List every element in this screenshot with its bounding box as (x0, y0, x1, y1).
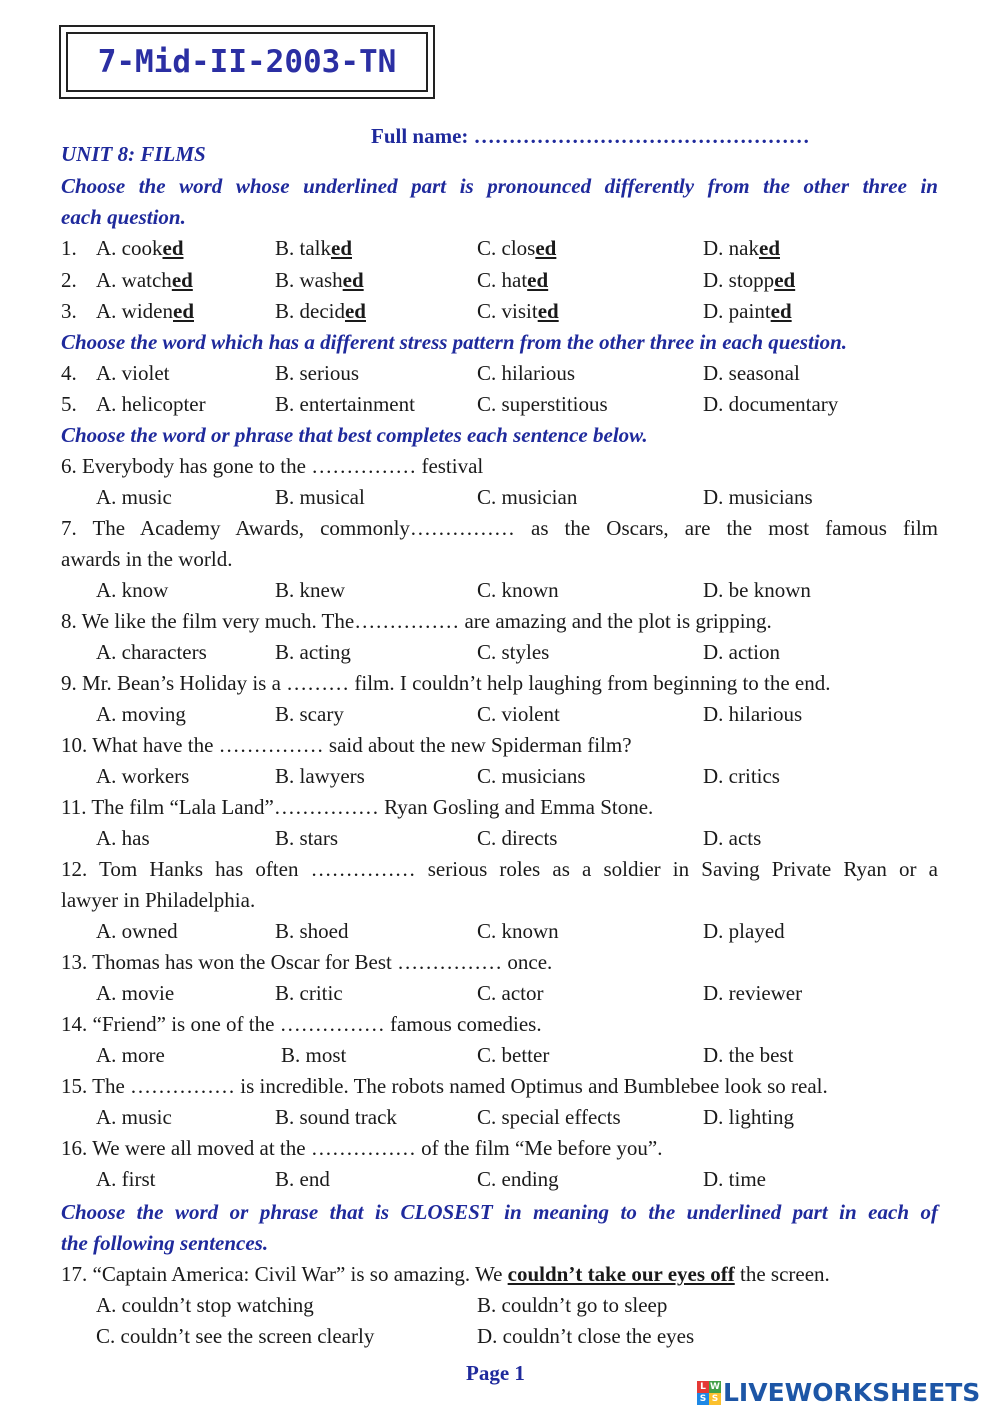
answer-option[interactable]: A. music (96, 485, 172, 509)
answer-option[interactable]: A. moving (96, 702, 186, 726)
question-text-part: the screen. (734, 1262, 830, 1286)
question-text: 14. “Friend” is one of the …………… famous comedies. (61, 1012, 542, 1036)
question-text: 10. What have the …………… said about the new Spiderman film? (61, 733, 632, 757)
underlined-ending: ed (162, 236, 184, 260)
underlined-ending: ed (774, 268, 796, 292)
question-text: 11. The film “Lala Land”…………… Ryan Gosling and Emma Stone. (61, 795, 654, 819)
answer-option[interactable]: D. reviewer (703, 981, 803, 1005)
option-stem: A. cook (96, 236, 163, 260)
instruction-complete: Choose the word or phrase that best completes each sentence below. (61, 423, 648, 447)
answer-option[interactable]: C. known (477, 578, 559, 602)
liveworksheets-logo (697, 1378, 980, 1407)
answer-option[interactable]: D. be known (703, 578, 811, 602)
question-number: 2. (61, 268, 77, 292)
underlined-ending: ed (342, 268, 364, 292)
question-text: 6. Everybody has gone to the …………… festival (61, 454, 484, 478)
question-text: awards in the world. (61, 547, 233, 571)
answer-option[interactable]: A. know (96, 578, 169, 602)
answer-option[interactable]: C. special effects (477, 1105, 621, 1129)
answer-option[interactable]: B. shoed (275, 919, 349, 943)
logo-tile: W (710, 1381, 720, 1392)
answer-option[interactable]: A. violet (96, 361, 170, 385)
answer-option[interactable]: C. superstitious (477, 392, 608, 416)
instruction-pronunciation: Choose the word whose underlined part is pronounced differently from the other three in (61, 174, 938, 198)
answer-option[interactable]: C. actor (477, 981, 544, 1005)
answer-option[interactable]: D. hilarious (703, 702, 803, 726)
answer-option[interactable]: C. directs (477, 826, 558, 850)
question-text: 13. Thomas has won the Oscar for Best …………… once. (61, 950, 553, 974)
option-stem: C. hat (477, 268, 528, 292)
answer-option[interactable] (477, 268, 548, 292)
instruction-stress: Choose the word which has a different stress pattern from the other three in each question. (61, 330, 848, 354)
answer-option[interactable]: B. knew (275, 578, 345, 602)
answer-option[interactable]: D. action (703, 640, 780, 664)
answer-option[interactable]: D. critics (703, 764, 780, 788)
instruction-pronunciation-cont: each question. (61, 205, 186, 229)
answer-option[interactable]: D. lighting (703, 1105, 795, 1129)
instruction-closest-cont: the following sentences. (61, 1231, 269, 1255)
answer-option[interactable]: A. helicopter (96, 392, 206, 416)
answer-option[interactable]: B. acting (275, 640, 351, 664)
question-number: 3. (61, 299, 77, 323)
answer-option[interactable]: A. characters (96, 640, 207, 664)
answer-option[interactable]: D. seasonal (703, 361, 800, 385)
option-stem: C. clos (477, 236, 536, 260)
option-stem: B. decid (275, 299, 345, 323)
answer-option[interactable]: A. has (96, 826, 150, 850)
answer-option[interactable]: A. movie (96, 981, 175, 1005)
answer-option[interactable]: B. sound track (275, 1105, 397, 1129)
question-number: 4. (61, 361, 77, 385)
answer-option[interactable]: C. couldn’t see the screen clearly (96, 1324, 375, 1348)
answer-option[interactable]: A. couldn’t stop watching (96, 1293, 314, 1317)
answer-option[interactable]: A. more (96, 1043, 165, 1067)
unit-heading: UNIT 8: FILMS (61, 142, 206, 166)
answer-option[interactable] (96, 268, 193, 292)
answer-option[interactable]: A. music (96, 1105, 172, 1129)
worksheet-title: 7-Mid-II-2003-TN (97, 44, 397, 80)
answer-option[interactable]: C. styles (477, 640, 550, 664)
answer-option[interactable]: D. time (703, 1167, 766, 1191)
option-stem: A. widen (96, 299, 173, 323)
answer-option[interactable]: C. hilarious (477, 361, 575, 385)
answer-option[interactable]: D. the best (703, 1043, 794, 1067)
underlined-ending: ed (344, 299, 366, 323)
answer-option[interactable]: A. workers (96, 764, 190, 788)
answer-option[interactable]: A. owned (96, 919, 178, 943)
title-inner-border (66, 32, 428, 92)
option-stem: D. nak (703, 236, 759, 260)
question-text-part: 17. “Captain America: Civil War” is so amazing. We (61, 1262, 508, 1286)
answer-option[interactable]: B. end (275, 1167, 330, 1191)
question-text: 12. Tom Hanks has often …………… serious roles as a soldier in Saving Private Ryan or a (61, 857, 938, 881)
full-name-field[interactable]: Full name: ………………………………………… (371, 124, 810, 148)
answer-option[interactable]: B. entertainment (275, 392, 415, 416)
option-stem: B. talk (275, 236, 331, 260)
answer-option[interactable] (703, 268, 795, 292)
logo-tile: L (697, 1381, 709, 1393)
answer-option[interactable]: D. acts (703, 826, 762, 850)
option-stem: B. wash (275, 268, 343, 292)
underlined-ending: ed (171, 268, 193, 292)
answer-option[interactable]: B. stars (275, 826, 338, 850)
question-number: 5. (61, 392, 77, 416)
answer-option[interactable]: D. couldn’t close the eyes (477, 1324, 695, 1348)
answer-option[interactable]: C. known (477, 919, 559, 943)
underlined-ending: ed (527, 268, 549, 292)
option-stem: D. paint (703, 299, 771, 323)
page-number: Page 1 (466, 1361, 525, 1385)
option-stem: D. stopp (703, 268, 775, 292)
answer-option[interactable]: B. musical (275, 485, 365, 509)
question-number: 1. (61, 236, 77, 260)
underlined-ending: ed (173, 299, 194, 323)
answer-option[interactable]: C. better (477, 1043, 550, 1067)
answer-option[interactable]: B. most (281, 1043, 347, 1067)
answer-option[interactable] (703, 236, 780, 260)
answer-option[interactable]: C. ending (477, 1167, 559, 1191)
underlined-ending: ed (535, 236, 557, 260)
underlined-ending: ed (331, 236, 352, 260)
underlined-ending: ed (537, 299, 559, 323)
logo-tile: S (697, 1393, 709, 1405)
liveworksheets-text: LIVEWORKSHEETS (723, 1378, 981, 1407)
answer-option[interactable]: D. musicians (703, 485, 813, 509)
instruction-closest: Choose the word or phrase that is CLOSEST in meaning to the underlined part in each of (61, 1200, 938, 1224)
question-text: 8. We like the film very much. The…………… are amazing and the plot is gripping. (61, 609, 772, 633)
answer-option[interactable]: D. played (703, 919, 785, 943)
answer-option[interactable]: D. documentary (703, 392, 839, 416)
answer-option[interactable] (703, 299, 792, 323)
option-stem: C. visit (477, 299, 538, 323)
answer-option[interactable]: C. violent (477, 702, 560, 726)
title-box (59, 25, 435, 99)
answer-option[interactable]: B. lawyers (275, 764, 365, 788)
option-stem: A. watch (96, 268, 172, 292)
answer-option[interactable]: B. critic (275, 981, 343, 1005)
answer-option[interactable]: B. couldn’t go to sleep (477, 1293, 668, 1317)
question-text: 15. The …………… is incredible. The robots named Optimus and Bumblebee look so real. (61, 1074, 828, 1098)
answer-option[interactable] (275, 236, 352, 260)
underlined-phrase: couldn’t take our eyes off (507, 1262, 735, 1286)
question-text: lawyer in Philadelphia. (61, 888, 256, 912)
answer-option[interactable] (477, 299, 559, 323)
answer-option[interactable] (96, 299, 194, 323)
answer-option[interactable]: C. musicians (477, 764, 586, 788)
question-17-text (61, 1262, 830, 1286)
answer-option[interactable] (477, 236, 556, 260)
liveworksheets-icon (697, 1381, 721, 1405)
logo-tile: S (709, 1393, 721, 1405)
answer-option[interactable]: B. serious (275, 361, 359, 385)
answer-option[interactable]: B. scary (275, 702, 344, 726)
answer-option[interactable] (275, 299, 366, 323)
answer-option[interactable] (96, 236, 184, 260)
question-text: 16. We were all moved at the …………… of the film “Me before you”. (61, 1136, 663, 1160)
answer-option[interactable] (275, 268, 364, 292)
answer-option[interactable]: C. musician (477, 485, 578, 509)
answer-option[interactable]: A. first (96, 1167, 156, 1191)
underlined-ending: ed (759, 236, 780, 260)
question-text: 9. Mr. Bean’s Holiday is a ……… film. I couldn’t help laughing from beginning to the end. (61, 671, 831, 695)
underlined-ending: ed (770, 299, 792, 323)
question-text: 7. The Academy Awards, commonly…………… as the Oscars, are the most famous film (61, 516, 938, 540)
